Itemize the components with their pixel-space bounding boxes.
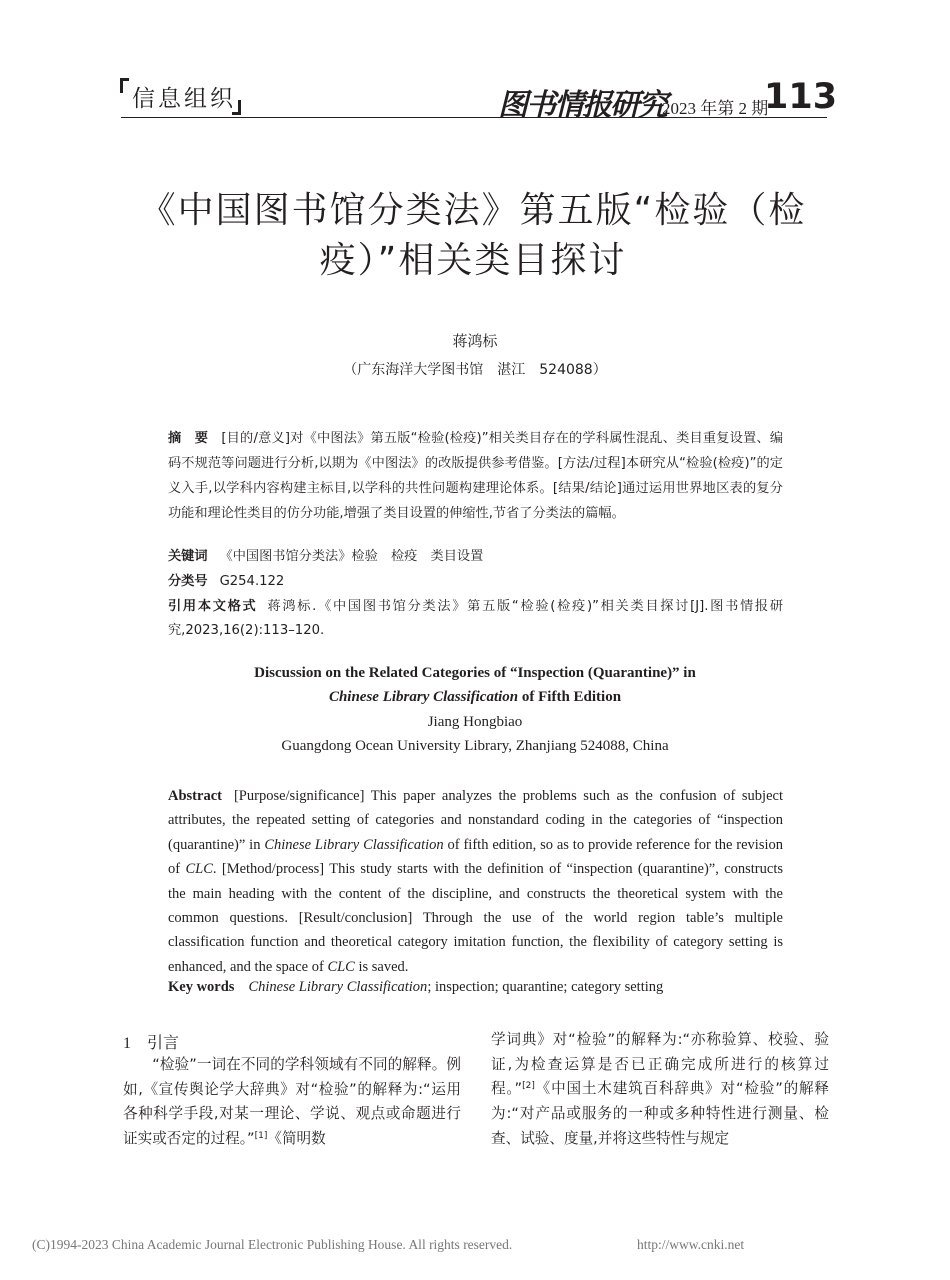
section-heading	[123, 1030, 179, 1053]
en-affiliation: Guangdong Ocean University Library, Zhanjiang 524088, China	[281, 738, 669, 754]
footer-url[interactable]: http://www.cnki.net	[637, 1237, 745, 1252]
en-abstract-part2: of fifth edition, so as to provide reference for the revision of	[168, 836, 783, 878]
cn-abstract	[168, 426, 783, 526]
bracket-left-decoration	[120, 78, 129, 93]
journal-logo: 图书情报研究	[498, 88, 666, 123]
en-abstract-part3: . [Method/process] This study starts with the definition of “inspection (quarantine)”, constructs the main heading with the content of the discipline, and constructs the theoretical system with the common questions. [Result/conclusion] Through the use of the world region table’s multiple classification function and theoretical category imitation function, the flexibility of category setting is enhanced, and the space of	[168, 861, 783, 975]
page-number: 113	[764, 77, 838, 117]
cn-classification	[168, 570, 284, 589]
author-affiliation: （广东海洋大学图书馆 湛江 524088）	[343, 362, 607, 378]
section-number: 1	[123, 1035, 131, 1052]
en-abstract-italic1: Chinese Library Classification	[264, 836, 444, 853]
en-keywords	[168, 979, 783, 996]
reference-1: [1]	[254, 1131, 268, 1142]
body-left-column	[123, 1053, 461, 1152]
body-right-text-2: 《中国土木建筑百科辞典》对“检验”的解释为:“对产品或服务的一种或多种特性进行测量、检查、试验、度量,并将这些特性与规定	[491, 1080, 830, 1147]
paper-title: 《中国图书馆分类法》第五版“检验（检疫）”相关类目探讨	[139, 190, 807, 281]
citation-label: 引用本文格式	[168, 599, 258, 614]
cn-classification-text: G254.122	[219, 574, 285, 589]
cn-abstract-text: [目的/意义]对《中图法》第五版“检验(检疫)”相关类目存在的学科属性混乱、类目重复设置、编码不规范等问题进行分析,以期为《中图法》的改版提供参考借鉴。[方法/过程]本研究从“检验(检疫)”的定义入手,以学科内容构建主标目,以学科的共性问题构建理论体系。[结果/结论]通过运用世界地区表的复分功能和理论性类目的仿分功能,增强了类目设置的伸缩性,节省了分类法的篇幅。	[168, 431, 784, 521]
section-tag	[120, 76, 250, 116]
citation-text: 蒋鸿标.《中国图书馆分类法》第五版“检验(检疫)”相关类目探讨[J].图书情报研究,2023,16(2):113–120.	[168, 599, 784, 638]
en-abstract-italic2: CLC	[185, 861, 213, 878]
footer-copyright: (C)1994-2023 China Academic Journal Electronic Publishing House. All rights reserved.	[32, 1237, 513, 1252]
cn-classification-label: 分类号	[168, 574, 208, 589]
en-keywords-rest: ; inspection; quarantine; category setting	[427, 979, 664, 995]
section-tag-label: 信息组织	[132, 86, 236, 112]
en-title-line2	[0, 689, 950, 706]
section-title: 引言	[147, 1033, 180, 1052]
body-right-text: 学词典》对“检验”的解释为:“亦称验算、校验、验证,为检查运算是否已正确完成所进行的核算过程。”	[491, 1031, 829, 1098]
cn-abstract-label: 摘 要	[168, 431, 209, 446]
en-author: Jiang Hongbiao	[427, 714, 523, 730]
en-title-italic: Chinese Library Classification	[328, 689, 519, 705]
en-abstract-part1: [Purpose/significance] This paper analyzes the problems such as the confusion of subject attributes, the repeated setting of categories and nonstandard coding in the categories of “inspection (quarantine)” in	[168, 788, 783, 853]
en-abstract	[168, 784, 783, 979]
en-title-rest: of Fifth Edition	[518, 689, 622, 705]
en-abstract-label: Abstract	[168, 788, 222, 804]
cn-keywords-text: 《中国图书馆分类法》检验 检疫 类目设置	[219, 549, 484, 564]
citation-format	[168, 595, 783, 643]
issue-label: 2023 年第 2 期	[662, 99, 769, 118]
en-title-line1: Discussion on the Related Categories of “Inspection (Quarantine)” in	[254, 665, 696, 681]
body-left-text: “检验”一词在不同的学科领域有不同的解释。例如,《宣传舆论学大辞典》对“检验”的解释为:“运用各种科学手段,对某一理论、学说、观点或命题进行证实或否定的过程。”	[123, 1056, 461, 1148]
bracket-right-decoration	[232, 100, 241, 115]
reference-2: [2]	[522, 1081, 535, 1092]
en-abstract-italic3: CLC	[327, 958, 355, 975]
body-left-text-2: 《简明数	[267, 1130, 326, 1148]
body-right-column	[491, 1028, 829, 1152]
en-keywords-label: Key words	[168, 979, 235, 995]
en-abstract-part4: is saved.	[354, 958, 409, 975]
author-name: 蒋鸿标	[452, 332, 498, 350]
cn-keywords	[168, 545, 483, 564]
cn-keywords-label: 关键词	[168, 549, 208, 564]
header-rule	[121, 117, 827, 118]
en-keywords-italic: Chinese Library Classification	[248, 979, 428, 995]
